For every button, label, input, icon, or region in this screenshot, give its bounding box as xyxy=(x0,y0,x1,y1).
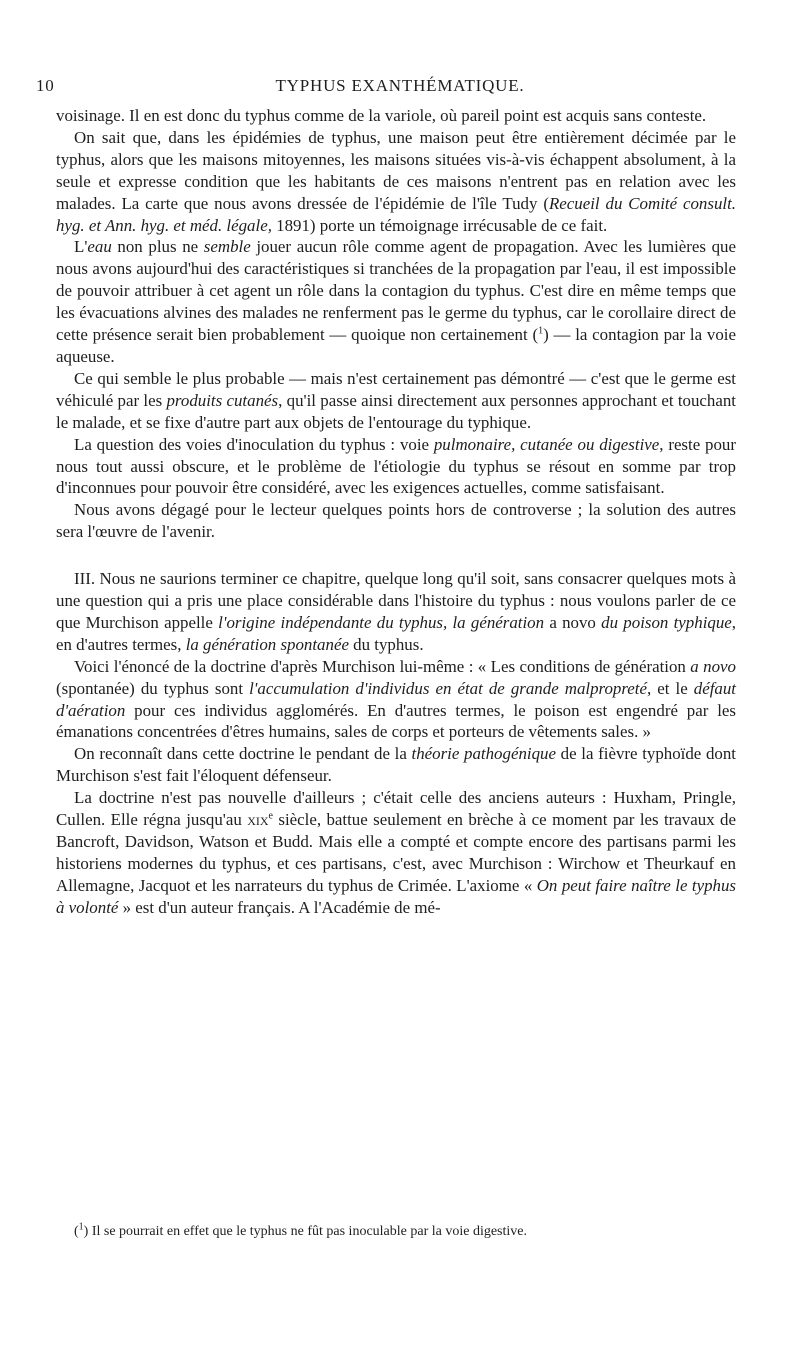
paragraph: voisinage. Il en est donc du typhus comme de la variole, où pareil point est acquis sans conteste. xyxy=(56,106,707,125)
running-title: TYPHUS EXANTHÉMATIQUE. xyxy=(275,76,525,95)
paragraph: L'eau non plus ne semble jouer aucun rôle comme agent de propagation. Avec les lumières que nous avons aujourd'hui des caractéristiques si tranchées de la propagation par l'eau, il est impossible de pouvoir attribuer à cet agent un rôle dans la contagion du typhus. C'est dire en même temps que les évacuations alvines des malades ne renferment pas le germe du typhus, car le corollaire direct de cette présence serait bien probablement — quoique non certainement ($^1$) — la contagion par la voie aqueuse. xyxy=(56,237,737,366)
paragraph: On reconnaît dans cette doctrine le pendant de la théorie pathogénique de la fièvre typhoïde dont Murchison s'est fait l'éloquent défenseur. xyxy=(56,744,737,786)
footnote: ($^1$) Il se pourrait en effet que le typhus ne fût pas inoculable par la voie digestive. xyxy=(74,1221,527,1239)
footnote-number: 1 xyxy=(78,1221,84,1233)
paragraph: On sait que, dans les épidémies de typhus, une maison peut être entièrement décimée par le typhus, alors que les maisons mitoyennes, les maisons situées vis-à-vis échappent absolument, à la seule et expresse condition que les habitants de ces maisons n'entrent pas en relation avec les malades. La carte que nous avons dressée de l'épidémie de l'île Tudy (Recueil du Comité consult. hyg. et Ann. hyg. et méd. légale, 1891) porte un témoignage irrécusable de ce fait. xyxy=(56,127,736,235)
page-number: 10 xyxy=(36,76,55,95)
paragraph: Voici l'énoncé de la doctrine d'après Murchison lui-même : « Les conditions de génération a novo (spontanée) du typhus sont l'accumulation d'individus en état de grande malpropreté, et le défaut d'aération pour ces individus agglomérés. En d'autres termes, le poison est engendré par les émanations concentrées d'êtres humains, sales de corps et porteurs de vêtements sales. » xyxy=(56,656,736,742)
page-header xyxy=(36,76,764,102)
paragraph: La doctrine n'est pas nouvelle d'ailleurs ; c'était celle des anciens auteurs : Huxham, Pringle, Cullen. Elle régna jusqu'au xix$^e$ siècle, battue seulement en brèche à ce moment par les travaux de Bancroft, Davidson, Watson et Budd. Mais elle a compté et compte encore des partisans parmi les historiens modernes du typhus, et ces partisans, c'est, avec Murchison : Wirchow et Theurkauf en Allemagne, Jacquot et les narrateurs du typhus de Crimée. L'axiome « On peut faire naître le typhus à volonté » est d'un auteur français. A l'Académie de mé- xyxy=(56,788,736,917)
paragraph: Ce qui semble le plus probable — mais n'est certainement pas démontré — c'est que le germe est véhiculé par les produits cutanés, qu'il passe ainsi directement aux personnes approchant et touchant le malade, et se fixe d'autre part aux objets de l'entourage du typhique. xyxy=(56,368,736,432)
citation: Recueil du Comité consult. hyg. et Ann. hyg. et méd. légale, xyxy=(56,193,736,235)
paragraph: La question des voies d'inoculation du typhus : voie pulmonaire, cutanée ou digestive, reste pour nous tout aussi obscure, et le problème de l'étiologie du typhus se résout en somme par trop d'inconnues pour pouvoir être considéré, avec les exigences actuelles, comme satisfaisant. xyxy=(56,434,736,498)
section-paragraph: III. Nous ne saurions terminer ce chapitre, quelque long qu'il soit, sans consacrer quelques mots à une question qui a pris une place considérable dans l'histoire du typhus : nous voulons parler de ce que Murchison appelle l'origine indépendante du typhus, la génération a novo du poison typhique, en d'autres termes, la génération spontanée du typhus. xyxy=(56,569,737,654)
body-text xyxy=(56,105,736,919)
footnote-text: Il se pourrait en effet que le typhus ne fût pas inoculable par la voie digestive. xyxy=(88,1224,527,1239)
footnote-marker: 1 xyxy=(538,325,544,337)
paragraph: Nous avons dégagé pour le lecteur quelques points hors de controverse ; la solution des autres sera l'œuvre de l'avenir. xyxy=(56,500,736,542)
